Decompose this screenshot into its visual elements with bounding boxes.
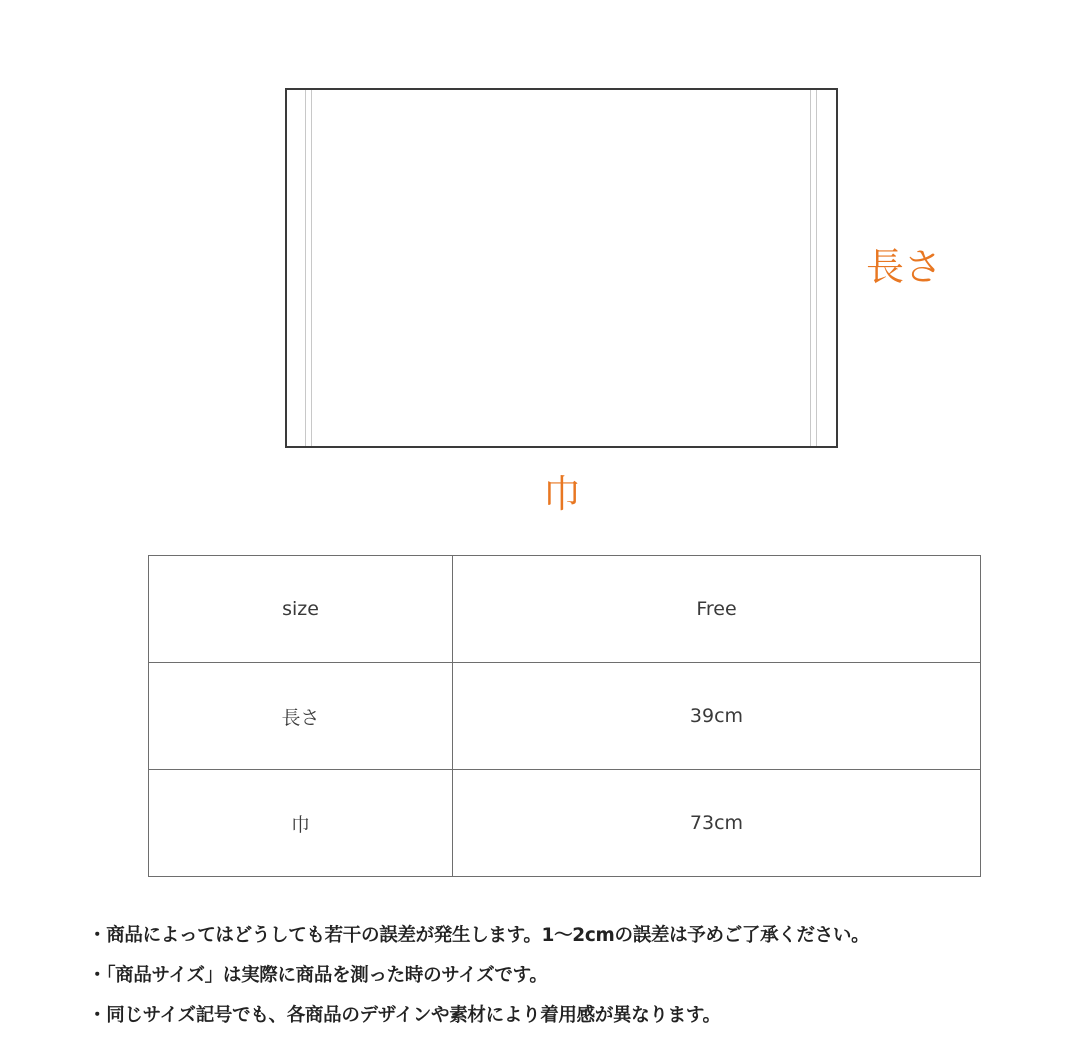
right-seam-line-outer (816, 90, 817, 446)
size-value-cell: Free (453, 556, 981, 663)
width-dimension-label: 巾 (543, 472, 582, 516)
size-table (148, 555, 981, 877)
length-label-cell: 長さ (149, 663, 453, 770)
notes-list (88, 924, 1048, 1044)
width-label-cell: 巾 (149, 770, 453, 877)
width-value-cell: 73cm (453, 770, 981, 877)
left-seam-line-outer (305, 90, 306, 446)
right-seam-line-inner (810, 90, 811, 446)
length-dimension-label: 長さ (866, 245, 943, 289)
table-row-size (149, 556, 981, 663)
product-outline-diagram (285, 88, 838, 448)
left-seam-line-inner (311, 90, 312, 446)
size-label-cell: size (149, 556, 453, 663)
table-row-length (149, 663, 981, 770)
note-measurement-error: ・商品によってはどうしても若干の誤差が発生します。1〜2cmの誤差は予めご了承ください。 (88, 925, 870, 946)
length-value-cell: 39cm (453, 663, 981, 770)
table-row-width (149, 770, 981, 877)
note-fit-varies: ・同じサイズ記号でも、各商品のデザインや素材により着用感が異なります。 (88, 1005, 721, 1026)
note-product-size-definition: ・「商品サイズ」は実際に商品を測った時のサイズです。 (88, 965, 548, 986)
